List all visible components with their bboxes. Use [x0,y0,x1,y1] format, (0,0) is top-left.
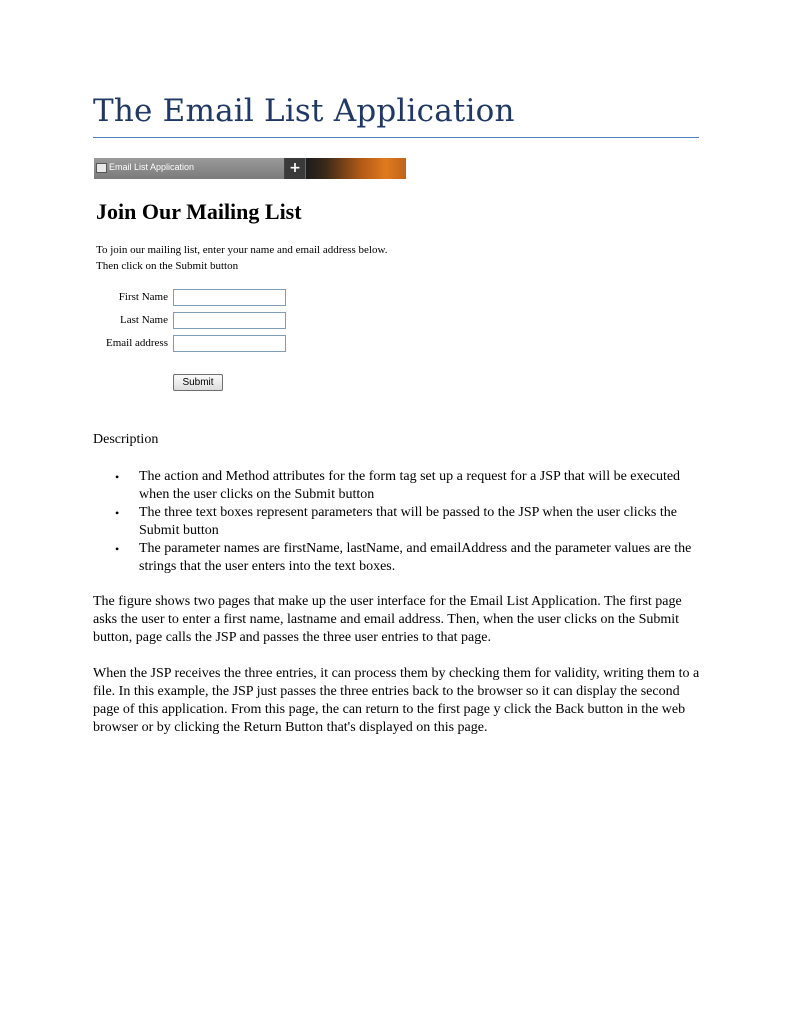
list-item [93,504,699,540]
form-intro-line-2: Then click on the Submit button [96,260,239,272]
browser-tab-bar [94,158,406,179]
list-item [93,468,699,504]
toolbar-banner-image [306,158,406,179]
browser-tab-label: Email List Application [109,162,195,172]
paragraph-1: The figure shows two pages that make up the user interface for the Email List Application. The first page asks the user to enter a first name, lastname and email address. Then, when the user clicks on the Submit button, page calls the JSP and passes the three user entries to that page. [93,594,682,645]
description-heading: Description [93,432,159,447]
list-item-text: The three text boxes represent parameters that will be passed to the JSP when the user clicks the Submit button [139,505,677,538]
page-title: The Email List Application [93,93,515,129]
first-name-field[interactable] [173,289,286,306]
bullet-icon: • [115,470,120,484]
submit-button[interactable]: Submit [173,374,223,391]
email-address-field[interactable] [173,335,286,352]
list-item [93,540,699,576]
form-heading: Join Our Mailing List [96,199,302,224]
list-item-text: The parameter names are firstName, lastName, and emailAddress and the parameter values are the strings that the user enters into the text boxes. [139,541,692,574]
embedded-screenshot [94,158,414,398]
title-underline [93,137,699,138]
page-icon [96,163,107,173]
paragraph-2: When the JSP receives the three entries, it can process them by checking them for validity, writing them to a file. In this example, the JSP just passes the three entries back to the browser so it can display the second page of this application. From this page, the can return to the first page y click the Back button in the web browser or by clicking the Return Button that's displayed on this page. [93,666,700,735]
browser-tab[interactable] [94,158,285,179]
form-intro-line-1: To join our mailing list, enter your name and email address below. [96,244,388,256]
email-address-label: Email address [105,337,168,349]
last-name-label: Last Name [120,314,168,326]
description-list [93,468,699,576]
first-name-label: First Name [118,291,168,303]
new-tab-button[interactable]: + [285,158,305,179]
list-item-text: The action and Method attributes for the form tag set up a request for a JSP that will be executed when the user clicks on the Submit button [139,469,681,502]
bullet-icon: • [115,506,120,520]
form-intro [96,242,426,274]
bullet-icon: • [115,542,120,556]
last-name-field[interactable] [173,312,286,329]
